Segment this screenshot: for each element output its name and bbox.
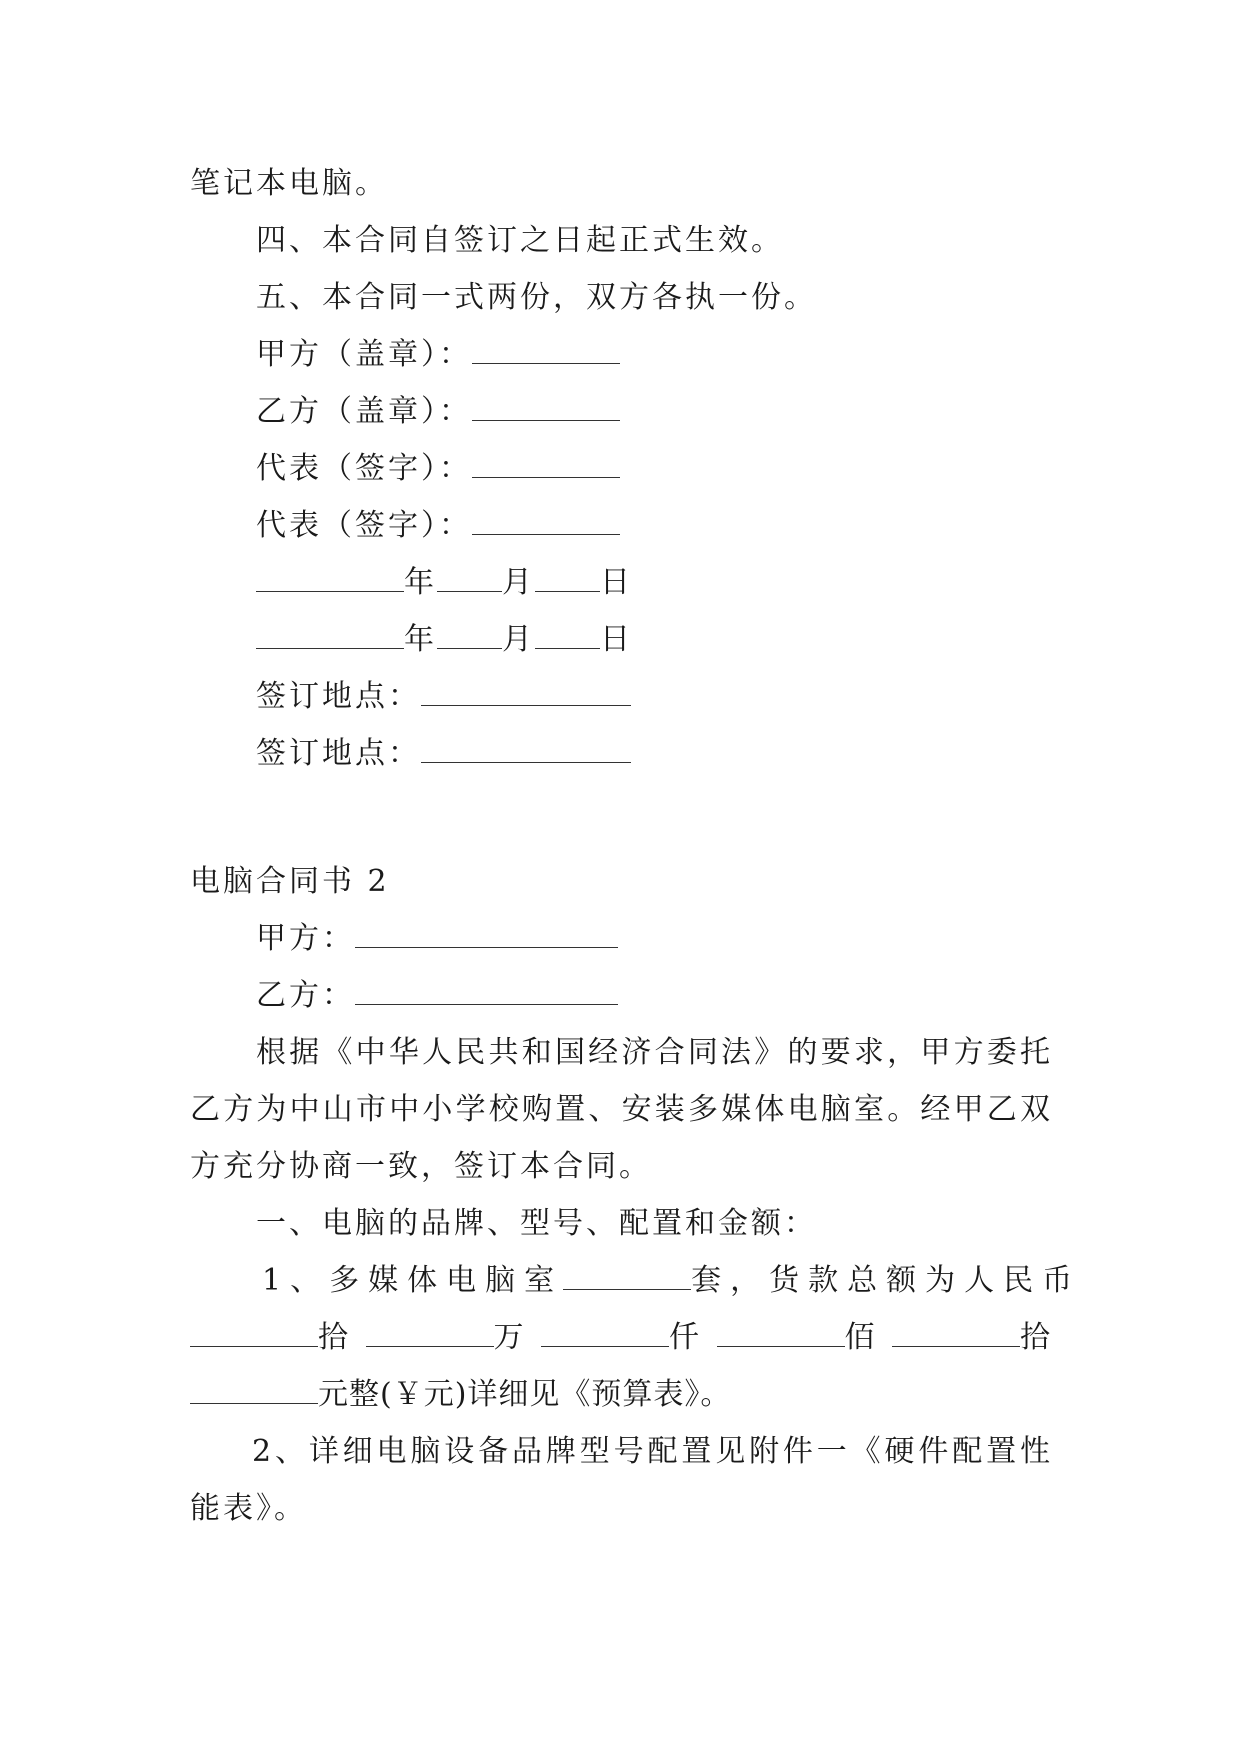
text: 方充分协商一致，签订本合同。 (190, 1149, 652, 1184)
label: 签订地点： (256, 679, 421, 714)
paragraph-line (190, 1090, 1050, 1130)
blank-field (472, 449, 620, 478)
text: 笔记本电脑。 (190, 166, 388, 201)
label: 签订地点： (256, 736, 421, 771)
amount-part (892, 1318, 1050, 1358)
label: 仟 (669, 1320, 699, 1355)
label: 乙方（盖章）： (256, 394, 472, 429)
blank-field (892, 1318, 1020, 1347)
text: 2、详细电脑设备品牌型号配置见附件一《硬件配置性 (252, 1434, 1050, 1469)
label: 拾 (1020, 1320, 1050, 1355)
blank-field (535, 563, 600, 592)
amount-part (717, 1318, 875, 1358)
blank-field (472, 392, 620, 421)
amount-part (541, 1318, 699, 1358)
label: 万 (493, 1320, 524, 1355)
blank-field (366, 1318, 494, 1347)
label: 月 (502, 565, 535, 600)
label: 日 (600, 622, 633, 657)
label: 年 (404, 565, 437, 600)
clause-five (256, 278, 1116, 318)
blank-field (472, 335, 620, 364)
text: 元整(￥元)详细见《预算表》。 (318, 1377, 732, 1412)
party-a-seal-line (256, 335, 1116, 375)
label: 佰 (844, 1320, 875, 1355)
sign-place-line-1 (256, 677, 1116, 717)
amount-line-end (190, 1375, 1050, 1415)
blank-field (563, 1261, 691, 1290)
blank-field (421, 677, 631, 706)
blank-field (190, 1318, 318, 1347)
blank-field (190, 1375, 318, 1404)
label: 日 (600, 565, 633, 600)
blank-field (541, 1318, 669, 1347)
text: 能表》。 (190, 1491, 307, 1526)
item-one-line (262, 1261, 1082, 1301)
amount-part (366, 1318, 524, 1358)
amount-part (190, 1318, 348, 1358)
text-line (190, 164, 1050, 204)
blank-field (437, 563, 502, 592)
rep-sign-line-1 (256, 449, 1116, 489)
text: 套，货款总额为人民币 (691, 1263, 1082, 1298)
label: 甲方： (256, 921, 355, 956)
label: 乙方： (256, 978, 355, 1013)
amount-line (190, 1318, 1050, 1358)
party-a-line (256, 919, 1116, 959)
date-line-1 (256, 563, 1116, 603)
section-title (190, 862, 1050, 902)
label: 甲方（盖章）： (256, 337, 472, 372)
label: 月 (502, 622, 535, 657)
sign-place-line-2 (256, 734, 1116, 774)
label: 拾 (318, 1320, 348, 1355)
blank-field (421, 734, 631, 763)
text: 乙方为中山市中小学校购置、安装多媒体电脑室。经甲乙双 (190, 1092, 1050, 1127)
blank-field (256, 563, 404, 592)
paragraph-line (190, 1147, 1050, 1187)
blank-field (535, 620, 600, 649)
label: 代表（签字）： (256, 451, 472, 486)
clause-four (256, 221, 1116, 261)
party-b-seal-line (256, 392, 1116, 432)
text: 四、本合同自签订之日起正式生效。 (256, 223, 784, 258)
text: 根据《中华人民共和国经济合同法》的要求，甲方委托 (256, 1035, 1050, 1070)
item-two-line (252, 1432, 1050, 1472)
blank-field (437, 620, 502, 649)
blank-field (355, 919, 618, 948)
text: 1、多媒体电脑室 (262, 1263, 564, 1298)
text: 五、本合同一式两份，双方各执一份。 (256, 280, 817, 315)
label: 年 (404, 622, 437, 657)
date-line-2 (256, 620, 1116, 660)
rep-sign-line-2 (256, 506, 1116, 546)
item-two-line-end (190, 1489, 1050, 1529)
paragraph-line (256, 1033, 1050, 1073)
blank-field (472, 506, 620, 535)
heading: 电脑合同书 2 (190, 864, 390, 899)
label: 代表（签字）： (256, 508, 472, 543)
text: 一、电脑的品牌、型号、配置和金额： (256, 1206, 817, 1241)
section-one-heading (256, 1204, 1116, 1244)
party-b-line (256, 976, 1116, 1016)
blank-field (355, 976, 618, 1005)
blank-field (717, 1318, 845, 1347)
blank-field (256, 620, 404, 649)
